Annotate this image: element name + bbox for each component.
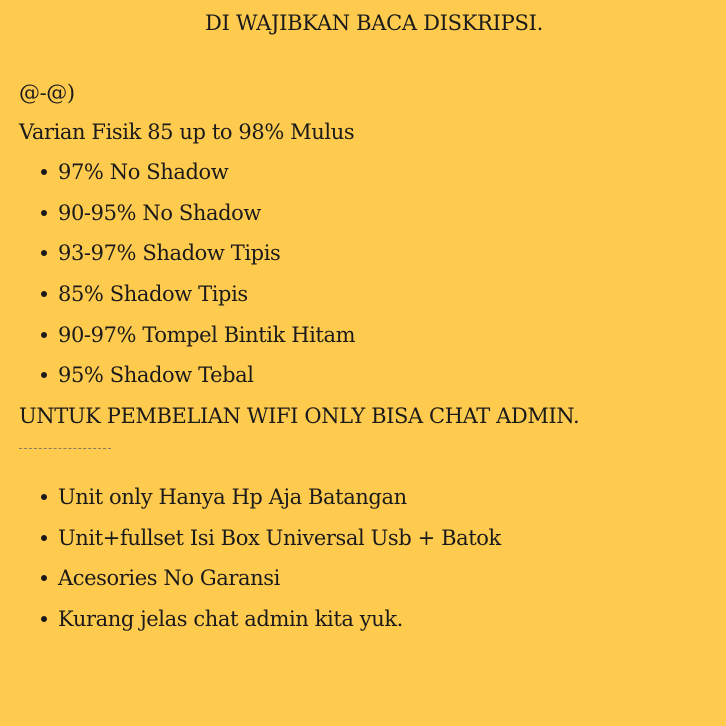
page-title: DI WAJIBKAN BACA DISKRIPSI. xyxy=(205,11,543,35)
list-item xyxy=(40,361,355,402)
bullet-icon xyxy=(41,372,47,378)
wifi-note: UNTUK PEMBELIAN WIFI ONLY BISA CHAT ADMIN. xyxy=(19,404,580,428)
list-item xyxy=(40,564,501,605)
list-item xyxy=(40,605,501,646)
bullet-icon xyxy=(41,250,47,256)
bullet-icon xyxy=(41,169,47,175)
list-item xyxy=(40,199,355,240)
list-item-label: Unit+fullset Isi Box Universal Usb + Batok xyxy=(58,525,501,550)
list-item-label: 95% Shadow Tebal xyxy=(58,363,254,388)
list-item xyxy=(40,483,501,524)
bullet-icon xyxy=(41,575,47,581)
bullet-icon xyxy=(41,332,47,338)
list-item xyxy=(40,321,355,362)
bullet-icon xyxy=(41,535,47,541)
list-item xyxy=(40,280,355,321)
varian-list xyxy=(40,158,355,402)
list-item-label: 97% No Shadow xyxy=(58,160,229,184)
list-item-label: Acesories No Garansi xyxy=(58,566,280,591)
list-item xyxy=(40,524,501,565)
bullet-icon xyxy=(41,616,47,622)
list-item-label: Unit only Hanya Hp Aja Batangan xyxy=(58,485,407,509)
unit-list xyxy=(40,483,501,646)
list-item xyxy=(40,158,355,199)
bullet-icon xyxy=(41,291,47,297)
list-item xyxy=(40,239,355,280)
list-item-label: Kurang jelas chat admin kita yuk. xyxy=(58,607,403,632)
bullet-icon xyxy=(41,494,47,500)
dashed-separator xyxy=(19,448,111,449)
emoticon-text: @-@) xyxy=(19,81,75,105)
varian-heading: Varian Fisik 85 up to 98% Mulus xyxy=(19,120,355,144)
bullet-icon xyxy=(41,210,47,216)
list-item-label: 85% Shadow Tipis xyxy=(58,282,248,307)
list-item-label: 90-95% No Shadow xyxy=(58,200,261,225)
list-item-label: 90-97% Tompel Bintik Hitam xyxy=(58,322,356,347)
list-item-label: 93-97% Shadow Tipis xyxy=(58,241,281,266)
